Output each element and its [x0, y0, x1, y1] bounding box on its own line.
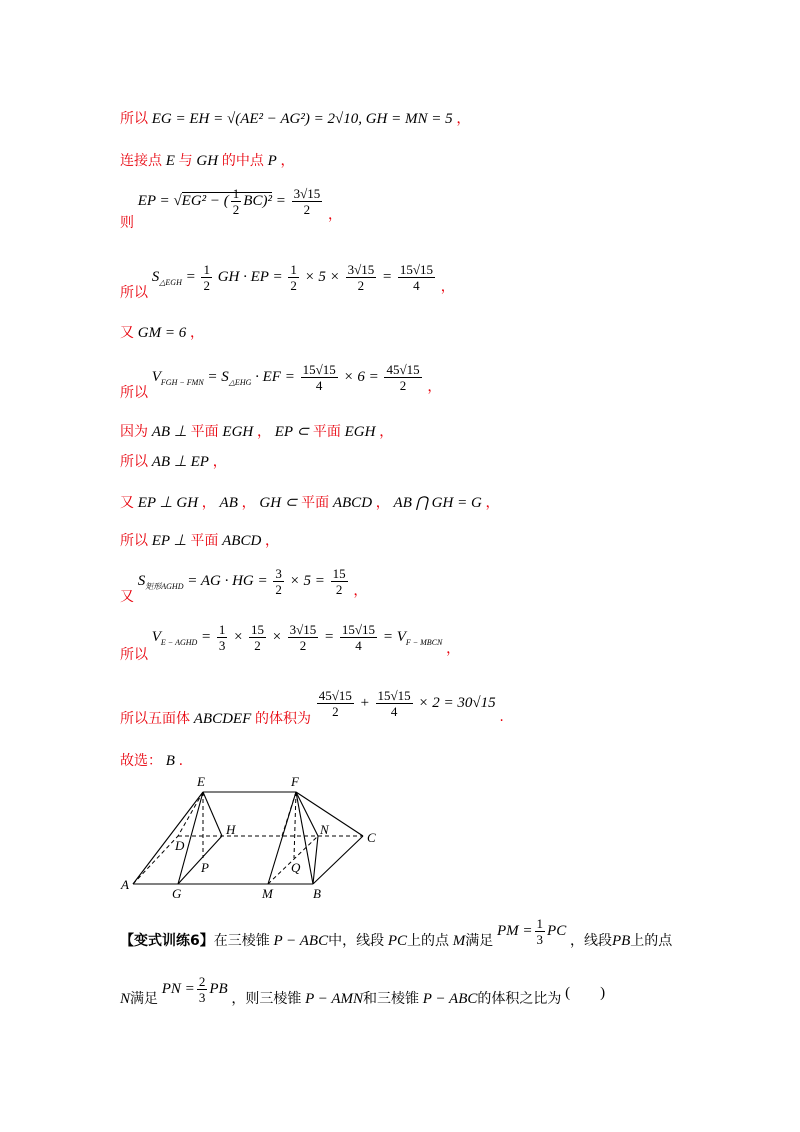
math-expression: M — [452, 932, 466, 949]
fraction — [231, 186, 242, 217]
den: 2 — [203, 278, 210, 293]
edge-ED — [178, 792, 203, 836]
text: 所以 — [120, 454, 148, 470]
math-expression: EGH — [344, 424, 376, 440]
fraction — [301, 362, 338, 393]
math: S — [151, 268, 160, 285]
text: 平面 — [190, 533, 219, 549]
den: 3 — [198, 990, 206, 1005]
math-expression: = — [382, 628, 393, 645]
den: 4 — [390, 704, 398, 719]
math-expression — [221, 369, 251, 385]
math-expression: × — [233, 628, 244, 645]
math-expression: PB — [209, 980, 228, 997]
solution-line-1 — [120, 108, 470, 128]
math-expression: EP ⊥ — [151, 533, 187, 549]
edge-FQ — [294, 792, 296, 858]
text: 故选： — [120, 753, 162, 769]
solution-line-5 — [120, 322, 204, 342]
num: 15√15 — [399, 262, 433, 277]
solution-line-12 — [120, 622, 461, 663]
den: 2 — [290, 278, 297, 293]
math-expression: PM = — [497, 922, 533, 939]
text: 因为 — [120, 424, 148, 440]
fraction — [346, 262, 377, 293]
text: 的体积之比为 — [477, 990, 562, 1007]
den: 2 — [335, 582, 343, 597]
math-expression — [152, 269, 182, 285]
math-expression: · EF = — [255, 368, 295, 385]
math-expression: AB ⊥ EP — [151, 454, 209, 470]
math-expression: N — [120, 990, 131, 1007]
math-expression: P − AMN — [305, 990, 364, 1007]
math-expression: ABCDEF — [193, 710, 252, 727]
edge-AD — [133, 836, 178, 884]
den: 4 — [413, 278, 420, 293]
math: EG² − ( — [181, 192, 229, 209]
math-expression: P — [267, 153, 277, 169]
fraction — [292, 186, 323, 217]
den: 4 — [355, 638, 362, 653]
text: 所以 — [120, 533, 148, 549]
math: S — [137, 572, 146, 589]
math-expression: PB — [611, 932, 631, 949]
solution-line-13 — [120, 688, 504, 727]
text: ，线段 — [569, 932, 612, 949]
math-expression: AB — [219, 495, 238, 511]
math: V — [396, 628, 406, 645]
text: 又 — [120, 588, 134, 605]
label-Q: Q — [291, 860, 301, 875]
num: 15 — [332, 566, 346, 581]
text: 则 — [120, 214, 134, 231]
text: ， — [241, 495, 256, 511]
sqrt-expression: √EG² − ( $\frac{1}{2}$ BC)² — [173, 186, 272, 217]
answer-bracket: ( ) — [565, 984, 606, 1001]
text: 与 — [178, 153, 193, 169]
fraction — [288, 262, 299, 293]
den: 2 — [303, 202, 311, 217]
math-expression: EP = — [137, 192, 170, 209]
math-expression: × 6 = — [343, 368, 379, 385]
text: 所以五面体 — [120, 710, 190, 727]
label-D: D — [175, 838, 185, 853]
num: 2 — [198, 974, 206, 989]
math-expression: = — [201, 628, 212, 645]
math-expression: AB ⊥ — [151, 424, 187, 440]
solution-line-6 — [120, 362, 442, 401]
math-expression: EG = EH = √(AE² − AG²) = 2√10, GH = MN = 5 — [151, 111, 453, 127]
solution-line-10 — [120, 530, 279, 550]
math-expression: EP ⊂ — [274, 424, 310, 440]
math-expression — [397, 629, 443, 645]
subscript: FGH − FMN — [160, 377, 204, 387]
num: 45√15 — [318, 688, 352, 703]
math-expression: AB ⋂ GH = G — [393, 495, 482, 511]
text: 满足 — [465, 932, 494, 949]
text: 平面 — [301, 495, 330, 511]
math-expression: = — [207, 368, 218, 385]
solution-line-9 — [120, 492, 500, 512]
text: ， — [265, 533, 280, 549]
math-expression: = AG · HG = — [187, 572, 268, 589]
math-expression: PN = — [161, 980, 195, 997]
den: 2 — [275, 582, 282, 597]
fraction — [197, 974, 208, 1005]
num: 3√15 — [347, 262, 375, 277]
den: 4 — [315, 378, 323, 393]
text: ， — [256, 424, 271, 440]
text: 的中点 — [221, 153, 264, 169]
text: ， — [379, 424, 394, 440]
num: 3 — [275, 566, 282, 581]
text: 上的点 — [630, 932, 673, 949]
math-expression: × 2 = 30√15 — [418, 694, 496, 711]
den: 3 — [218, 638, 226, 653]
text: ， — [427, 378, 442, 395]
text: 的体积为 — [255, 710, 311, 727]
text: 中，线段 — [328, 932, 385, 949]
label-G: G — [172, 886, 182, 901]
solution-line-11 — [120, 566, 368, 605]
subscript: 矩形AGHD — [145, 581, 184, 591]
solution-line-7 — [120, 421, 393, 441]
fraction — [288, 622, 319, 653]
num: 1 — [232, 186, 240, 201]
subscript: F − MBCN — [405, 637, 443, 647]
problem-line-2 — [120, 974, 606, 1015]
num: 15√15 — [302, 362, 336, 377]
label-M: M — [262, 886, 273, 901]
math-expression — [152, 369, 204, 385]
label-B: B — [313, 886, 321, 901]
math-expression: × 5 × — [304, 268, 340, 285]
text: ， — [201, 495, 216, 511]
text: 和三棱锥 — [363, 990, 420, 1007]
math-expression: = — [381, 268, 393, 285]
fraction — [376, 688, 413, 719]
math-expression: PC — [387, 932, 407, 949]
math: S — [221, 368, 229, 385]
num: 15√15 — [341, 622, 376, 637]
solution-line-8 — [120, 451, 227, 471]
solution-line-14 — [120, 750, 183, 770]
text: 所以 — [120, 284, 148, 301]
edge-BC — [313, 836, 363, 884]
fraction — [535, 916, 546, 947]
pentahedron-figure — [115, 772, 395, 904]
text: ， — [327, 206, 342, 223]
text: 所以 — [120, 646, 148, 663]
label-H: H — [226, 822, 236, 837]
math: BC)² — [243, 192, 272, 209]
text: ， — [189, 325, 204, 341]
math-expression: P − ABC — [422, 990, 478, 1007]
subscript: △EGH — [159, 277, 182, 287]
text: ， — [212, 454, 227, 470]
solution-line-2 — [120, 150, 295, 170]
fraction — [340, 622, 377, 653]
label-N: N — [320, 822, 329, 837]
den: 2 — [332, 704, 339, 719]
text: 又 — [120, 325, 134, 341]
text: ， — [485, 495, 500, 511]
fraction — [201, 262, 212, 293]
subscript: △EHG — [228, 377, 252, 387]
math-expression: ABCD — [332, 495, 373, 511]
text: . — [499, 708, 504, 725]
num: 1 — [536, 916, 544, 931]
fraction — [273, 566, 284, 597]
text: ， — [440, 278, 455, 295]
math-expression: PC — [547, 922, 567, 939]
text: ， — [446, 640, 461, 657]
label-C: C — [367, 830, 376, 845]
math-expression: GH · EP = — [217, 268, 283, 285]
edge-FC — [296, 792, 363, 836]
edge-EH — [203, 792, 222, 836]
math-expression: EGH — [222, 424, 254, 440]
num: 3√15 — [293, 186, 321, 201]
math-expression: = — [275, 192, 286, 209]
text: 在三棱锥 — [213, 932, 270, 949]
label-A: A — [121, 877, 129, 892]
text: 又 — [120, 495, 134, 511]
den: 2 — [254, 638, 261, 653]
subscript: E − AGHD — [160, 637, 198, 647]
math-expression: × — [271, 628, 282, 645]
math-expression — [138, 573, 184, 589]
exercise-label: 【变式训练6】 — [120, 932, 214, 949]
label-P: P — [201, 860, 209, 875]
solution-line-3 — [120, 186, 342, 231]
problem-line-1 — [120, 916, 673, 957]
text: ， — [456, 111, 471, 127]
den: 2 — [399, 378, 407, 393]
text: ，则三棱锥 — [231, 990, 302, 1007]
den: 3 — [536, 932, 544, 947]
fraction — [249, 622, 266, 653]
text: ， — [353, 582, 368, 599]
math-expression: EP ⊥ GH — [137, 495, 199, 511]
math-expression: GH ⊂ — [259, 495, 298, 511]
num: 1 — [203, 262, 210, 277]
fraction — [217, 622, 228, 653]
num: 15√15 — [377, 688, 411, 703]
math-expression: P − ABC — [273, 932, 329, 949]
math-expression: GM = 6 — [137, 325, 187, 341]
num: 3√15 — [289, 622, 317, 637]
edge-EA — [133, 792, 203, 884]
fraction — [317, 688, 354, 719]
text: . — [178, 753, 184, 769]
fraction — [331, 566, 348, 597]
num: 1 — [290, 262, 297, 277]
math-expression: E — [165, 153, 175, 169]
edge-NB — [313, 836, 318, 884]
math: V — [151, 368, 161, 385]
den: 2 — [357, 278, 365, 293]
num: 45√15 — [386, 362, 420, 377]
math-expression: + — [359, 694, 370, 711]
solution-line-4 — [120, 262, 455, 301]
math: V — [151, 628, 161, 645]
math-expression: B — [165, 753, 175, 769]
text: 上的点 — [407, 932, 449, 949]
text: 所以 — [120, 384, 148, 401]
den: 2 — [299, 638, 307, 653]
text: ， — [280, 153, 295, 169]
label-E: E — [197, 774, 205, 789]
math-expression: GH — [196, 153, 219, 169]
math-expression: = — [185, 268, 196, 285]
fraction — [398, 262, 435, 293]
math-expression: × 5 = — [289, 572, 325, 589]
text: ， — [375, 495, 390, 511]
text: 满足 — [130, 990, 159, 1007]
text: 所以 — [120, 111, 148, 127]
text: 平面 — [312, 424, 341, 440]
fraction — [384, 362, 421, 393]
math-expression: ABCD — [222, 533, 262, 549]
math-expression — [152, 629, 198, 645]
text: 平面 — [190, 424, 219, 440]
label-F: F — [291, 774, 299, 789]
num: 1 — [218, 622, 226, 637]
den: 2 — [232, 202, 240, 217]
text: 连接点 — [120, 153, 162, 169]
num: 15 — [251, 622, 265, 637]
math-expression: = — [324, 628, 335, 645]
